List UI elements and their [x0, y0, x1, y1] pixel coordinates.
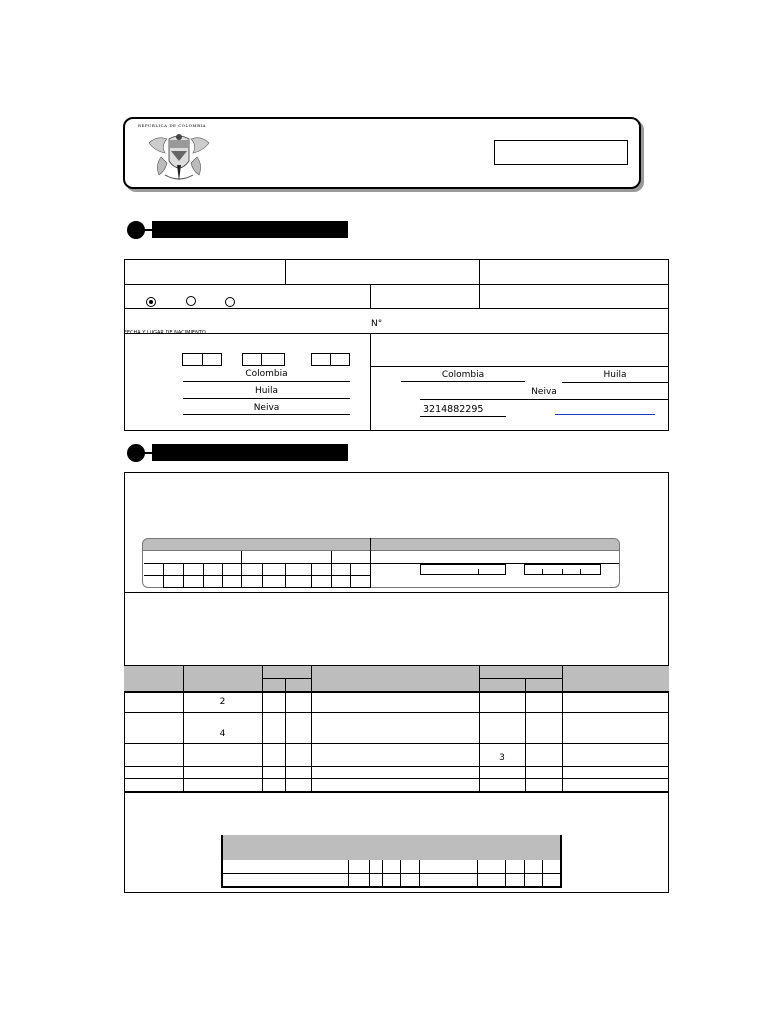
table-cell-r2c2: 4 [219, 729, 226, 739]
table-cell-r3c6: 3 [499, 753, 505, 763]
birth-department-value: Huila [255, 386, 278, 396]
section1-title-bar [152, 221, 348, 238]
republic-text: REPUBLICA DE COLOMBIA [138, 123, 206, 128]
residence-department-value: Huila [603, 370, 627, 380]
number-label: N° [371, 319, 383, 329]
birth-label: FECHA Y LUGAR DE NACIMIENTO [124, 330, 206, 336]
radio-option-1[interactable] [146, 297, 156, 307]
code-box[interactable] [494, 140, 628, 165]
section1-bullet [127, 221, 145, 239]
residence-country-value: Colombia [441, 370, 485, 380]
inner-field-a[interactable] [420, 564, 506, 575]
section2-title-bar [152, 444, 348, 461]
birth-country-value: Colombia [245, 369, 288, 379]
section2-bullet [127, 444, 145, 462]
table-cell-r1c2: 2 [219, 697, 226, 707]
birth-city-value: Neiva [253, 403, 280, 413]
email-underline [555, 414, 655, 415]
inner-table-header [142, 538, 620, 551]
birth-month-field[interactable] [242, 353, 285, 366]
grid-table-header [124, 665, 669, 692]
bottom-table [221, 835, 562, 888]
phone-value: 3214882295 [423, 404, 484, 415]
radio-option-2[interactable] [186, 296, 196, 306]
coat-of-arms-icon [147, 131, 211, 187]
document-header [123, 117, 641, 189]
residence-city-value: Neiva [531, 387, 557, 397]
radio-option-3[interactable] [225, 297, 235, 307]
